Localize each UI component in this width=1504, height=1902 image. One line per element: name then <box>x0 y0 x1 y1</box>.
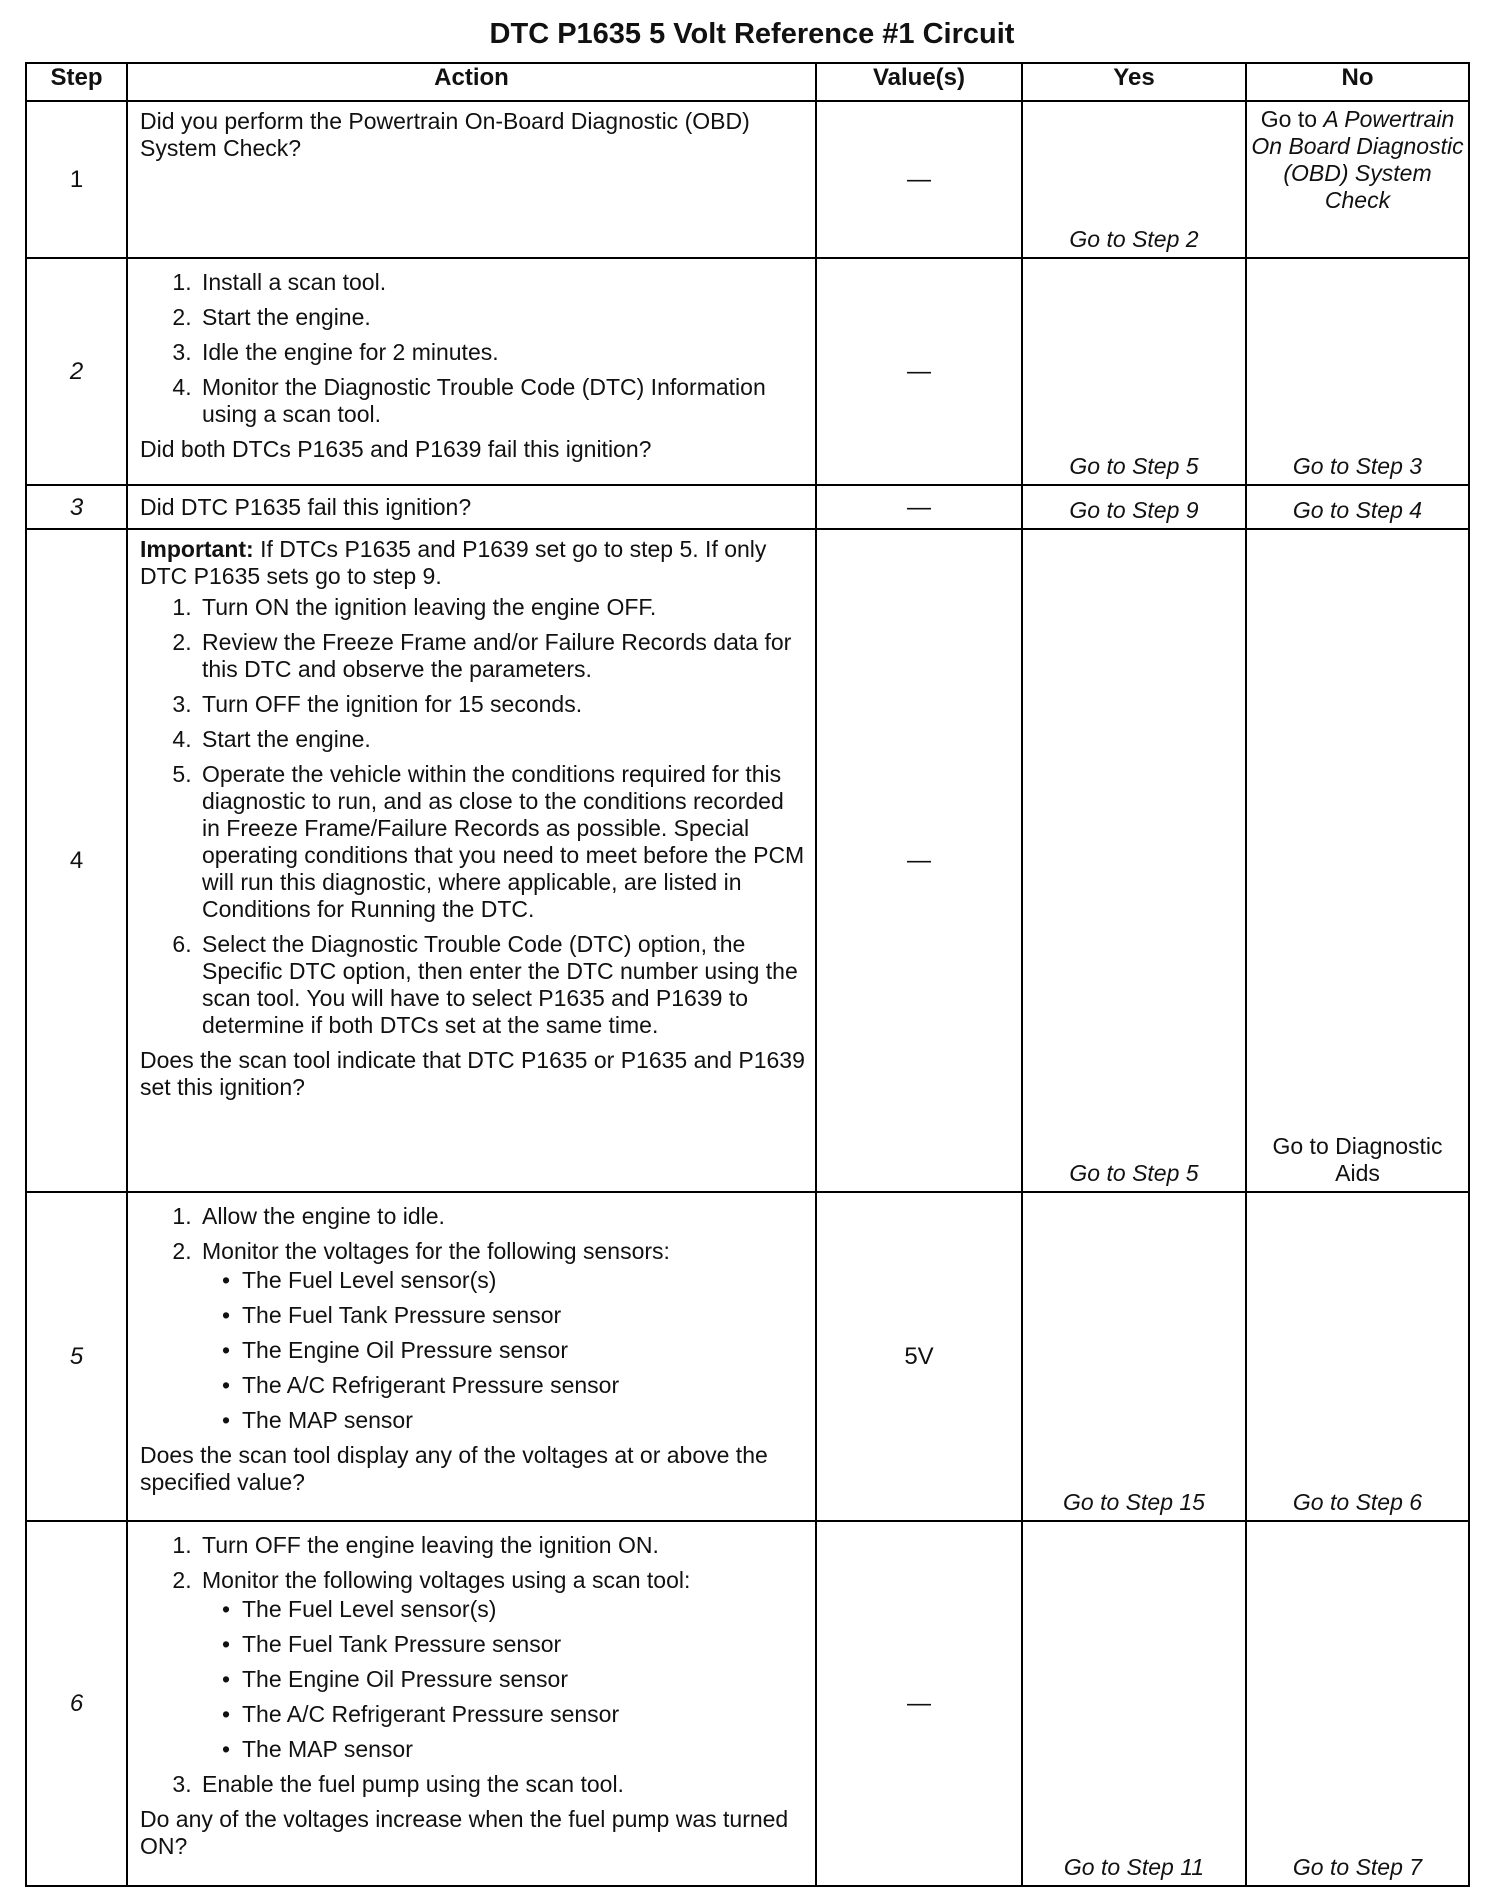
table-row <box>26 485 1469 529</box>
value-cell: — <box>816 101 1022 258</box>
action-list <box>140 1203 805 1434</box>
action-list <box>140 269 805 428</box>
list-item: 3. Turn OFF the ignition for 15 seconds. <box>198 691 805 718</box>
sensor-item: • The Engine Oil Pressure sensor <box>238 1337 805 1364</box>
diagnostic-table <box>25 62 1470 1887</box>
no-link-text: A Powertrain On Board Diagnostic (OBD) System Check <box>1251 106 1464 213</box>
important-label: Important: <box>140 536 254 562</box>
value-cell: — <box>816 1521 1022 1886</box>
sensor-item: • The Fuel Tank Pressure sensor <box>238 1302 805 1329</box>
step-number: 2 <box>26 258 127 485</box>
table-row <box>26 1192 1469 1521</box>
list-item: 4. Monitor the Diagnostic Trouble Code (DTC) Information using a scan tool. <box>198 374 805 428</box>
list-item: 1. Turn OFF the engine leaving the ignition ON. <box>198 1532 805 1559</box>
list-item: 3. Enable the fuel pump using the scan tool. <box>198 1771 805 1798</box>
table-row <box>26 1521 1469 1886</box>
value-cell: — <box>816 485 1022 529</box>
value-cell: — <box>816 258 1022 485</box>
table-row <box>26 258 1469 485</box>
list-item-text: Monitor the following voltages using a scan tool: <box>202 1567 691 1593</box>
list-item: 1. Turn ON the ignition leaving the engine OFF. <box>198 594 805 621</box>
step-number: 3 <box>26 485 127 529</box>
step-number: 5 <box>26 1192 127 1521</box>
sensor-list <box>202 1267 805 1434</box>
action-list <box>140 594 805 1039</box>
step-number: 1 <box>26 101 127 258</box>
yes-cell: Go to Step 2 <box>1022 101 1246 258</box>
sensor-item: • The MAP sensor <box>238 1407 805 1434</box>
table-row <box>26 101 1469 258</box>
important-text: If DTCs P1635 and P1639 set go to step 5. If only DTC P1635 sets go to step 9. <box>140 536 767 589</box>
no-cell: Go to Step 7 <box>1246 1521 1469 1886</box>
important-note <box>140 536 805 590</box>
table-row <box>26 529 1469 1192</box>
list-item: 5. Operate the vehicle within the conditions required for this diagnostic to run, and as close to the conditions recorded in Freeze Frame/Failure Records as possible. Special operating conditions that you need to meet before the PCM will run this diagnostic, where applicable, are listed in Conditions for Running the DTC. <box>198 761 805 923</box>
no-cell: Go to Step 4 <box>1246 485 1469 529</box>
sensor-list <box>202 1596 805 1763</box>
step-number: 6 <box>26 1521 127 1886</box>
action-cell <box>127 101 816 258</box>
action-question: Does the scan tool display any of the voltages at or above the specified value? <box>140 1442 768 1495</box>
header-row <box>26 63 1469 101</box>
yes-cell: Go to Step 11 <box>1022 1521 1246 1886</box>
yes-cell: Go to Step 5 <box>1022 529 1246 1192</box>
no-cell <box>1246 101 1469 258</box>
sensor-item: • The Fuel Level sensor(s) <box>238 1267 805 1294</box>
action-question: Did you perform the Powertrain On-Board Diagnostic (OBD) System Check? <box>140 108 750 161</box>
list-item: 6. Select the Diagnostic Trouble Code (DTC) option, the Specific DTC option, then enter the DTC number using the scan tool. You will have to select P1635 and P1639 to determine if both DTCs set at the same time. <box>198 931 805 1039</box>
action-cell <box>127 485 816 529</box>
list-item: 1. Allow the engine to idle. <box>198 1203 805 1230</box>
header-no: No <box>1246 63 1469 101</box>
header-step: Step <box>26 63 127 101</box>
sensor-item: • The Engine Oil Pressure sensor <box>238 1666 805 1693</box>
header-yes: Yes <box>1022 63 1246 101</box>
list-item: 3. Idle the engine for 2 minutes. <box>198 339 805 366</box>
header-action: Action <box>127 63 816 101</box>
action-cell <box>127 258 816 485</box>
value-cell: 5V <box>816 1192 1022 1521</box>
value-cell: — <box>816 529 1022 1192</box>
sensor-item: • The Fuel Level sensor(s) <box>238 1596 805 1623</box>
list-item: 2. Start the engine. <box>198 304 805 331</box>
yes-cell: Go to Step 9 <box>1022 485 1246 529</box>
action-question: Did both DTCs P1635 and P1639 fail this ignition? <box>140 436 652 462</box>
list-item: 4. Start the engine. <box>198 726 805 753</box>
step-number: 4 <box>26 529 127 1192</box>
sensor-item: • The A/C Refrigerant Pressure sensor <box>238 1372 805 1399</box>
sensor-item: • The Fuel Tank Pressure sensor <box>238 1631 805 1658</box>
list-item-text: Monitor the voltages for the following sensors: <box>202 1238 670 1264</box>
action-cell <box>127 1192 816 1521</box>
list-item <box>198 1567 805 1763</box>
list-item <box>198 1238 805 1434</box>
list-item: 1. Install a scan tool. <box>198 269 805 296</box>
page-title: DTC P1635 5 Volt Reference #1 Circuit <box>489 18 1015 50</box>
list-item: 2. Review the Freeze Frame and/or Failure Records data for this DTC and observe the parameters. <box>198 629 805 683</box>
action-cell <box>127 1521 816 1886</box>
action-cell <box>127 529 816 1192</box>
action-question: Did DTC P1635 fail this ignition? <box>140 493 472 520</box>
action-question: Does the scan tool indicate that DTC P1635 or P1635 and P1639 set this ignition? <box>140 1047 805 1100</box>
yes-cell: Go to Step 15 <box>1022 1192 1246 1521</box>
no-prefix: Go to <box>1260 106 1324 132</box>
action-list <box>140 1532 805 1798</box>
action-question: Do any of the voltages increase when the fuel pump was turned ON? <box>140 1806 789 1859</box>
yes-cell: Go to Step 5 <box>1022 258 1246 485</box>
no-cell: Go to Diagnostic Aids <box>1246 529 1469 1192</box>
no-cell: Go to Step 6 <box>1246 1192 1469 1521</box>
sensor-item: • The A/C Refrigerant Pressure sensor <box>238 1701 805 1728</box>
header-values: Value(s) <box>816 63 1022 101</box>
no-cell: Go to Step 3 <box>1246 258 1469 485</box>
sensor-item: • The MAP sensor <box>238 1736 805 1763</box>
